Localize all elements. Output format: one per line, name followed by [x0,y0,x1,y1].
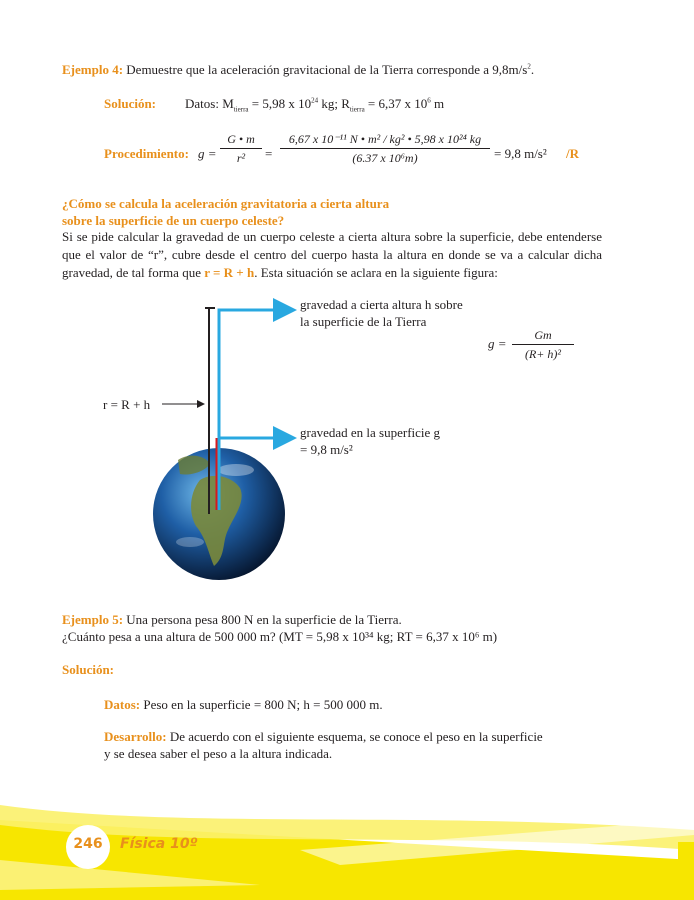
label-gravity-height-2: la superficie de la Tierra [300,314,427,329]
example-4-statement [62,62,534,78]
label-gravity-surface-1: gravedad en la superficie g [300,425,441,440]
example-5-label: Ejemplo 5: [62,612,124,627]
data-5-label: Datos: [104,697,141,712]
example-5-question: ¿Cuánto pesa a una altura de 500 000 m? (MT = 5,98 x 10³⁴ kg; RT = 6,37 x 10⁶ m) [62,629,498,644]
data-sup-1: 24 [311,96,319,105]
data-5-text: Peso en la superficie = 800 N; h = 500 000 m. [140,697,383,712]
fraction-2-numerator: 6,67 x 10⁻¹¹ N • m² / kg² • 5,98 x 10²⁴ kg [288,132,482,146]
page-number: 246 [73,836,103,852]
development-label: Desarrollo: [104,729,167,744]
book-title: Física 10º [120,836,198,852]
formula-fraction [512,328,574,362]
paragraph-end: . Esta situación se aclara en la siguiente figura: [254,265,498,280]
procedure-result: = 9,8 m/s² [494,146,547,161]
data-text-a: Datos: M [185,96,234,111]
data-text-c: kg; R [318,96,350,111]
fraction-1-denominator: r² [220,148,262,166]
procedure-label: Procedimiento: [104,146,189,161]
fraction-2-denominator: (6.37 x 10⁶m) [280,148,490,166]
question-line-2: sobre la superficie de un cuerpo celeste? [62,213,285,228]
procedure-mark: /R [566,146,579,161]
solution-5-label: Solución: [62,662,115,677]
development-text: De acuerdo con el siguiente esquema, se conoce el peso en la superficie [166,729,543,744]
label-r-equation: r = R + h [103,397,151,412]
data-text-e: m [430,96,445,111]
fraction-1-numerator: G • m [227,132,255,146]
development-line-2: y se desea saber el peso a la altura indicada. [104,746,333,761]
procedure-g-eq: g = [198,146,217,161]
label-gravity-surface-2: = 9,8 m/s² [300,442,353,457]
paragraph-text: Si se pide calcular la gravedad de un cuerpo celeste a cierta altura sobre la superficie, debe entenderse que el valor de “r”, cubre desde el centro del cuerpo hasta la altura en donde se va a calcular dicha gravedad, de tal forma que [62,229,602,280]
data-text-d: = 6,37 x 10 [364,96,428,111]
data-sup-2: 6 [427,96,431,105]
label-gravity-height-1: gravedad a cierta altura h sobre [300,297,463,312]
procedure-fraction-1 [220,132,262,166]
example-4-sup: 2 [527,62,531,71]
explanation-paragraph [62,228,602,282]
example-4-text: Demuestre que la aceleración gravitacional de la Tierra corresponde a 9,8m/s [123,62,528,77]
paragraph-highlight: r = R + h [204,265,255,280]
formula-denominator: (R+ h)² [512,344,574,362]
formula-g-eq: g = [488,336,507,351]
solution-4-data [185,96,444,112]
question-line-1: ¿Cómo se calcula la aceleración gravitatoria a cierta altura [62,196,390,211]
development-line [104,729,543,745]
example-5-text: Una persona pesa 800 N en la superficie de la Tierra. [123,612,402,627]
data-text-b: = 5,98 x 10 [248,96,312,111]
data-sub-2: tierra [349,105,365,114]
solution-4-label: Solución: [104,96,157,111]
example-4-label: Ejemplo 4: [62,62,124,77]
data-sub-1: tierra [233,105,249,114]
procedure-eq-2: = [265,146,273,161]
formula-numerator: Gm [534,328,552,342]
procedure-fraction-2 [280,132,490,166]
data-5-line [104,697,383,713]
example-5-statement [62,612,402,628]
example-4-end: . [530,62,535,77]
